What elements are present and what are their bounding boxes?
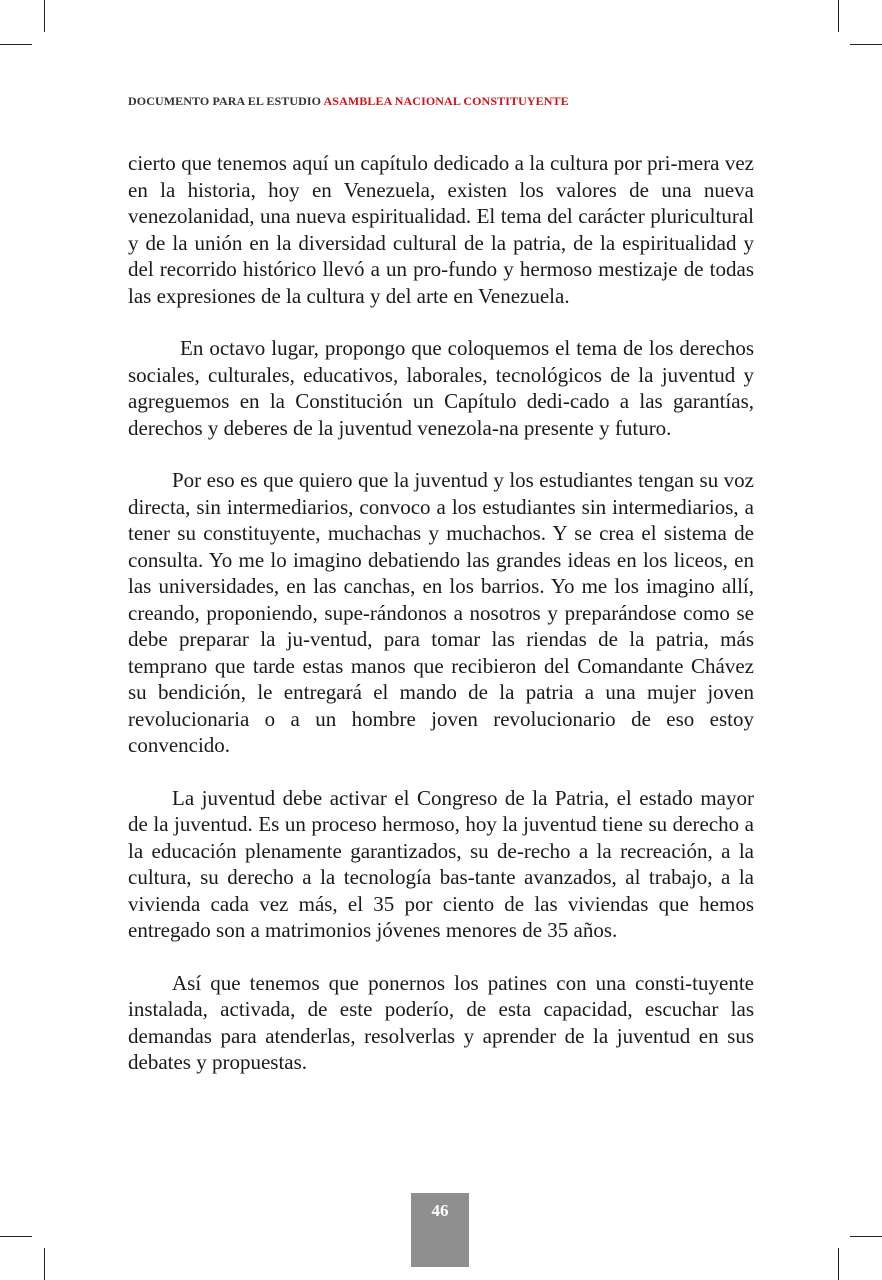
paragraph: Así que tenemos que ponernos los patines con una consti-tuyente instalada, activada, de este poderío, de esta capacidad, escuchar las demandas para atenderlas, resolverlas y aprender de la juventud en sus debates y propuestas.: [128, 970, 754, 1074]
crop-mark-top-right-horizontal: [850, 44, 882, 45]
crop-mark-top-left-horizontal: [0, 44, 32, 45]
crop-mark-bottom-left-vertical: [44, 1248, 45, 1280]
page-number-box: [411, 1193, 469, 1267]
header-prefix: DOCUMENTO PARA EL ESTUDIO: [128, 94, 324, 108]
page-number: 46: [431, 1201, 449, 1220]
paragraph: La juventud debe activar el Congreso de la Patria, el estado mayor de la juventud. Es un proceso hermoso, hoy la juventud tiene su derecho a la educación plenamente garantizados, su de-recho a la recreación, a la cultura, su derecho a la tecnología bas-tante avanzados, al trabajo, a la vivienda cada vez más, el 35 por ciento de las viviendas que hemos entregado son a matrimonios jóvenes menores de 35 años.: [128, 785, 754, 942]
crop-mark-top-right-vertical: [838, 0, 839, 32]
header-title: ASAMBLEA NACIONAL CONSTITUYENTE: [323, 94, 569, 108]
paragraph: En octavo lugar, propongo que coloquemos el tema de los derechos sociales, culturales, educativos, laborales, tecnológicos de la juventud y agreguemos en la Constitución un Capítulo dedi-cado a las garantías, derechos y deberes de la juventud venezola-na presente y futuro.: [128, 336, 754, 440]
body-text: [128, 150, 754, 1102]
crop-mark-top-left-vertical: [44, 0, 45, 32]
running-header: [128, 94, 569, 109]
crop-mark-bottom-left-horizontal: [0, 1236, 32, 1237]
paragraph: Por eso es que quiero que la juventud y los estudiantes tengan su voz directa, sin intermediarios, convoco a los estudiantes sin intermediarios, a tener su constituyente, muchachas y muchachos. Y se crea el sistema de consulta. Yo me lo imagino debatiendo las grandes ideas en los liceos, en las universidades, en las canchas, en los barrios. Yo me los imagino allí, creando, proponiendo, supe-rándonos a nosotros y preparándose como se debe preparar la ju-ventud, para tomar las riendas de la patria, más temprano que tarde estas manos que recibieron del Comandante Chávez su bendición, le entregará el mando de la patria a una mujer joven revolucionaria o a un hombre joven revolucionario de eso estoy convencido.: [128, 468, 754, 757]
paragraph: cierto que tenemos aquí un capítulo dedicado a la cultura por pri-mera vez en la historia, hoy en Venezuela, existen los valores de una nueva venezolanidad, una nueva espiritualidad. El tema del carácter pluricultural y de la unión en la diversidad cultural de la patria, de la espiritualidad y del recorrido histórico llevó a un pro-fundo y hermoso mestizaje de todas las expresiones de la cultura y del arte en Venezuela.: [128, 151, 754, 308]
crop-mark-bottom-right-vertical: [838, 1248, 839, 1280]
crop-mark-bottom-right-horizontal: [850, 1236, 882, 1237]
